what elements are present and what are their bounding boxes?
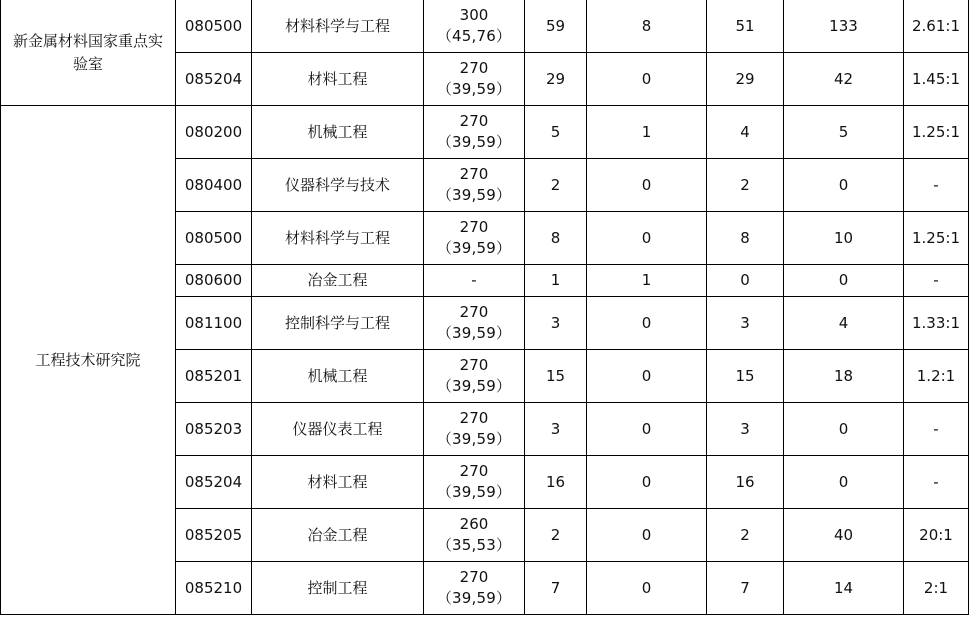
major-name-cell: 材料科学与工程: [252, 212, 424, 265]
major-code-cell: 080200: [176, 106, 252, 159]
applicants-count-cell: 18: [784, 350, 904, 403]
ratio-cell: -: [904, 456, 969, 509]
ratio-cell: -: [904, 159, 969, 212]
exempt-count-cell: 1: [587, 106, 707, 159]
exempt-count-cell: 0: [587, 212, 707, 265]
major-code-cell: 085210: [176, 562, 252, 615]
major-name-cell: 仪器仪表工程: [252, 403, 424, 456]
table-row: [1, 0, 969, 53]
sub-scores: （39,59）: [436, 483, 512, 501]
ratio-cell: -: [904, 403, 969, 456]
score-line-cell: [424, 297, 525, 350]
plan-count-cell: 2: [525, 159, 587, 212]
ratio-cell: 1.2:1: [904, 350, 969, 403]
unified-count-cell: 51: [707, 0, 784, 53]
ratio-cell: 1.33:1: [904, 297, 969, 350]
exempt-count-cell: 0: [587, 562, 707, 615]
major-code-cell: 085205: [176, 509, 252, 562]
plan-count-cell: 8: [525, 212, 587, 265]
major-name-cell: 冶金工程: [252, 509, 424, 562]
plan-count-cell: 59: [525, 0, 587, 53]
major-code-cell: 085204: [176, 456, 252, 509]
unified-count-cell: 8: [707, 212, 784, 265]
plan-count-cell: 15: [525, 350, 587, 403]
ratio-cell: 20:1: [904, 509, 969, 562]
unified-count-cell: 15: [707, 350, 784, 403]
major-code-cell: 085203: [176, 403, 252, 456]
major-code-cell: 085204: [176, 53, 252, 106]
major-name-cell: 材料工程: [252, 456, 424, 509]
ratio-cell: 2.61:1: [904, 0, 969, 53]
major-code-cell: 085201: [176, 350, 252, 403]
applicants-count-cell: 10: [784, 212, 904, 265]
department-cell: 新金属材料国家重点实验室: [1, 0, 176, 106]
ratio-cell: -: [904, 265, 969, 297]
exempt-count-cell: 0: [587, 403, 707, 456]
unified-count-cell: 2: [707, 509, 784, 562]
exempt-count-cell: 0: [587, 297, 707, 350]
sub-scores: （39,59）: [436, 80, 512, 98]
total-score: 270: [459, 409, 489, 427]
applicants-count-cell: 14: [784, 562, 904, 615]
applicants-count-cell: 0: [784, 403, 904, 456]
ratio-cell: 1.45:1: [904, 53, 969, 106]
major-name-cell: 冶金工程: [252, 265, 424, 297]
applicants-count-cell: 42: [784, 53, 904, 106]
major-code-cell: 080600: [176, 265, 252, 297]
sub-scores: （45,76）: [436, 27, 512, 45]
applicants-count-cell: 5: [784, 106, 904, 159]
major-name-cell: 控制工程: [252, 562, 424, 615]
total-score: 270: [459, 112, 489, 130]
plan-count-cell: 7: [525, 562, 587, 615]
plan-count-cell: 2: [525, 509, 587, 562]
exempt-count-cell: 1: [587, 265, 707, 297]
unified-count-cell: 2: [707, 159, 784, 212]
total-score: 270: [459, 568, 489, 586]
exempt-count-cell: 0: [587, 53, 707, 106]
major-code-cell: 080400: [176, 159, 252, 212]
unified-count-cell: 3: [707, 403, 784, 456]
unified-count-cell: 0: [707, 265, 784, 297]
ratio-cell: 1.25:1: [904, 212, 969, 265]
major-name-cell: 机械工程: [252, 106, 424, 159]
sub-scores: （39,59）: [436, 589, 512, 607]
score-line-cell: [424, 0, 525, 53]
major-code-cell: 080500: [176, 0, 252, 53]
major-name-cell: 材料科学与工程: [252, 0, 424, 53]
ratio-cell: 1.25:1: [904, 106, 969, 159]
score-line-cell: [424, 456, 525, 509]
total-score: 270: [459, 303, 489, 321]
applicants-count-cell: 40: [784, 509, 904, 562]
plan-count-cell: 1: [525, 265, 587, 297]
score-line-cell: [424, 212, 525, 265]
plan-count-cell: 3: [525, 297, 587, 350]
ratio-cell: 2:1: [904, 562, 969, 615]
applicants-count-cell: 133: [784, 0, 904, 53]
total-score: 270: [459, 165, 489, 183]
total-score: 270: [459, 462, 489, 480]
sub-scores: （39,59）: [436, 430, 512, 448]
applicants-count-cell: 0: [784, 265, 904, 297]
major-name-cell: 仪器科学与技术: [252, 159, 424, 212]
applicants-count-cell: 0: [784, 159, 904, 212]
sub-scores: （39,59）: [436, 186, 512, 204]
sub-scores: （39,59）: [436, 377, 512, 395]
total-score: 270: [459, 59, 489, 77]
score-line-cell: [424, 350, 525, 403]
table-row: [1, 106, 969, 159]
major-code-cell: 081100: [176, 297, 252, 350]
table-body: [1, 0, 969, 615]
score-line-cell: [424, 159, 525, 212]
total-score: 260: [459, 515, 489, 533]
total-score: 270: [459, 356, 489, 374]
exempt-count-cell: 8: [587, 0, 707, 53]
applicants-count-cell: 4: [784, 297, 904, 350]
score-line-cell: [424, 509, 525, 562]
plan-count-cell: 16: [525, 456, 587, 509]
score-line-cell: [424, 106, 525, 159]
plan-count-cell: 5: [525, 106, 587, 159]
unified-count-cell: 3: [707, 297, 784, 350]
score-line-cell: [424, 265, 525, 297]
sub-scores: （39,59）: [436, 239, 512, 257]
unified-count-cell: 29: [707, 53, 784, 106]
major-name-cell: 机械工程: [252, 350, 424, 403]
major-name-cell: 控制科学与工程: [252, 297, 424, 350]
total-score: -: [471, 271, 477, 289]
department-cell: 工程技术研究院: [1, 106, 176, 615]
score-line-cell: [424, 403, 525, 456]
exempt-count-cell: 0: [587, 350, 707, 403]
unified-count-cell: 16: [707, 456, 784, 509]
major-code-cell: 080500: [176, 212, 252, 265]
exempt-count-cell: 0: [587, 509, 707, 562]
total-score: 300: [459, 6, 489, 24]
major-name-cell: 材料工程: [252, 53, 424, 106]
unified-count-cell: 4: [707, 106, 784, 159]
applicants-count-cell: 0: [784, 456, 904, 509]
score-line-cell: [424, 562, 525, 615]
plan-count-cell: 3: [525, 403, 587, 456]
unified-count-cell: 7: [707, 562, 784, 615]
total-score: 270: [459, 218, 489, 236]
sub-scores: （35,53）: [436, 536, 512, 554]
exempt-count-cell: 0: [587, 159, 707, 212]
score-line-cell: [424, 53, 525, 106]
sub-scores: （39,59）: [436, 133, 512, 151]
plan-count-cell: 29: [525, 53, 587, 106]
sub-scores: （39,59）: [436, 324, 512, 342]
exempt-count-cell: 0: [587, 456, 707, 509]
